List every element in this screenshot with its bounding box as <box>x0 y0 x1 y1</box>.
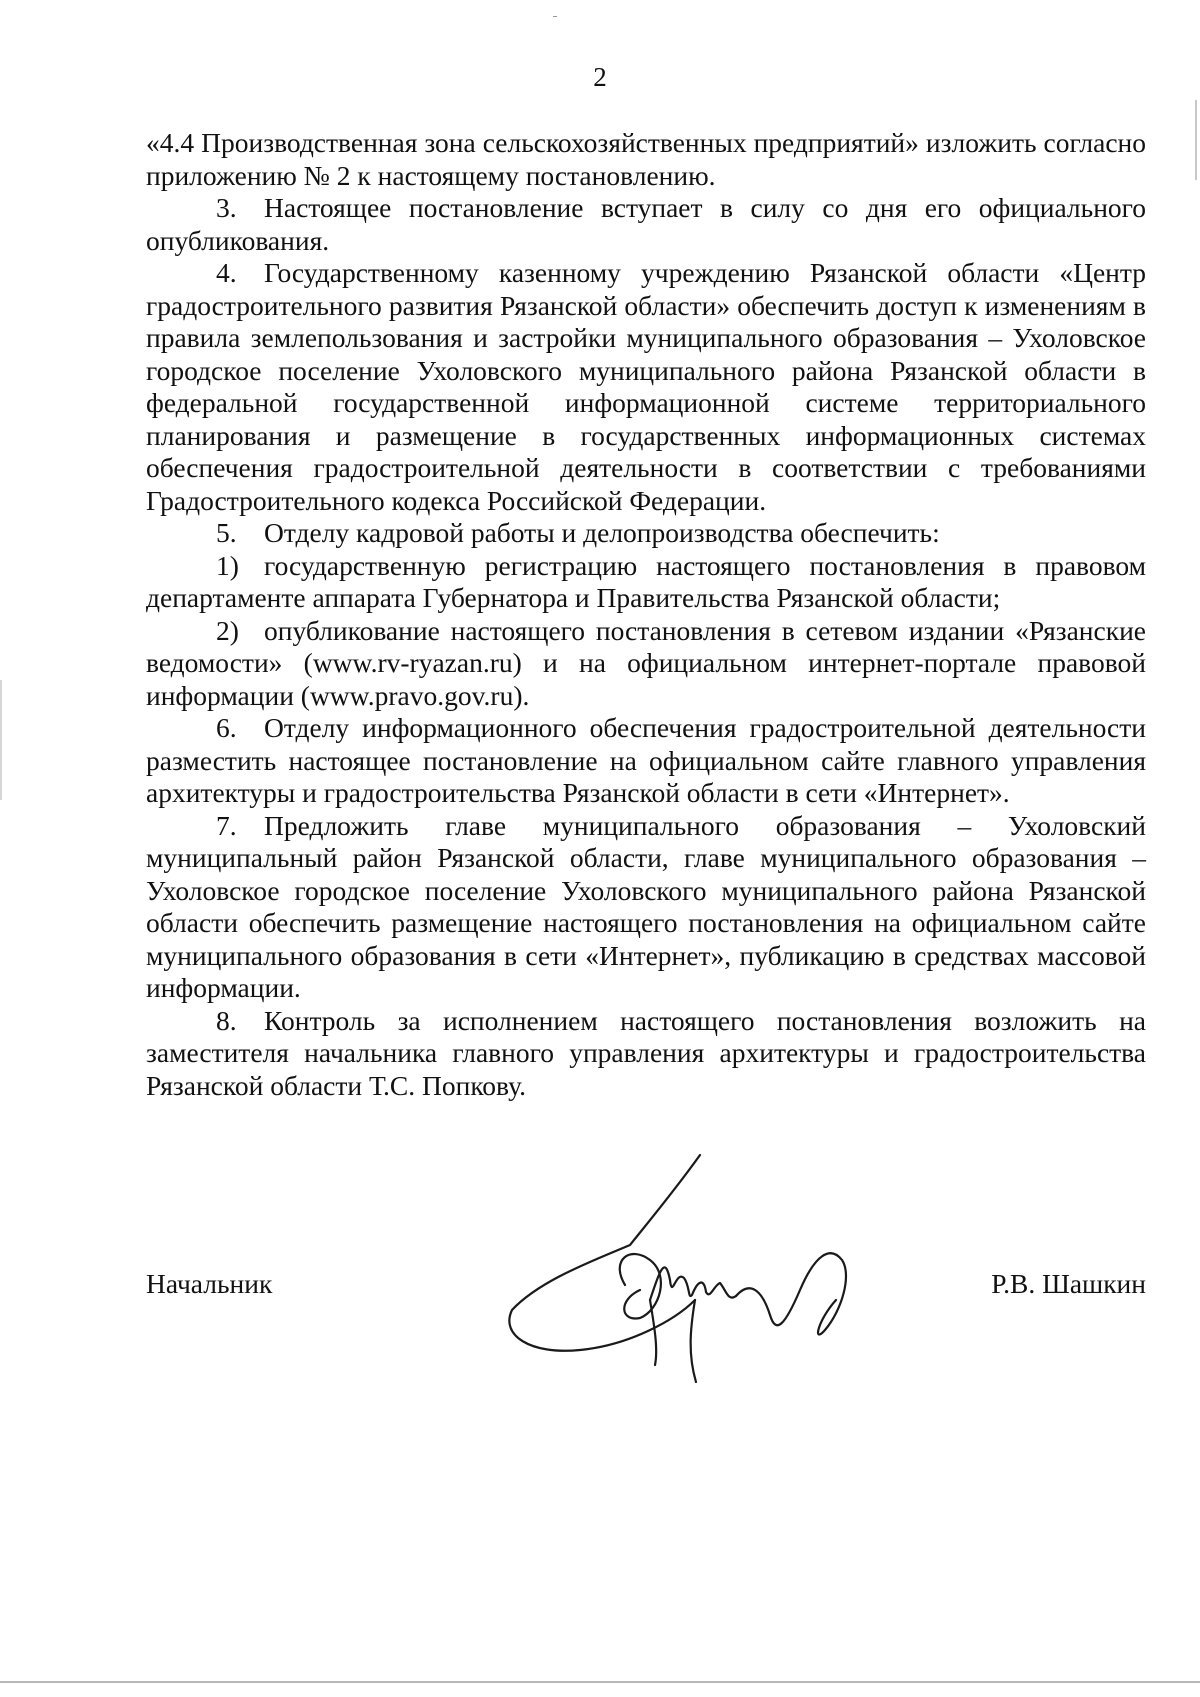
scan-edge-bottom <box>0 1681 1200 1683</box>
scan-edge-right <box>1195 100 1197 180</box>
paragraph-6 <box>146 712 1146 810</box>
subparagraph-1 <box>146 550 1146 615</box>
paragraph-5 <box>146 517 1146 550</box>
paragraph-text: Отделу информационного обеспечения градостроительной деятельности разместить настоящее постановление на официальном сайте главного управления архитектуры и градостроительства Рязанской области в сети «Интернет». <box>146 712 1146 808</box>
paragraph-3 <box>146 192 1146 257</box>
paragraph-number: 8. <box>216 1004 237 1036</box>
paragraph-text: Отделу кадровой работы и делопроизводства обеспечить: <box>264 517 940 548</box>
paragraph-number: 3. <box>216 192 237 223</box>
paragraph-text: Государственному казенному учреждению Рязанской области «Центр градостроительного развития Рязанской области» обеспечить доступ к изменениям в правила землепользования и застройки муниципального образования – Ухоловское городское поселение Ухоловского муниципального района Рязанской области в федеральной государственной информационной системе территориального планирования и размещение в государственных информационных системах обеспечения градостроительной деятельности в соответствии с требованиями Градостроительного кодекса Российской Федерации. <box>146 257 1146 516</box>
signatory-position: Начальник <box>146 1268 273 1299</box>
paragraph-text: Настоящее постановление вступает в силу со дня его официального опубликования. <box>146 192 1146 256</box>
subparagraph-2 <box>146 615 1146 713</box>
paragraph-text: Предложить главе муниципального образования – Ухоловский муниципальный район Рязанской области, главе муниципального образования – Ухоловское городское поселение Ухоловского муниципального района Рязанской области обеспечить размещение настоящего постановления на официальном сайте муниципального образования в сети «Интернет», публикацию в средствах массовой информации. <box>146 809 1146 1003</box>
paragraph-number: 2) <box>216 614 239 646</box>
paragraph-continuation <box>146 127 1146 192</box>
paragraph-8 <box>146 1005 1146 1103</box>
paragraph-number: 6. <box>216 712 237 743</box>
paragraph-text: Контроль за исполнением настоящего постановления возложить на заместителя начальника главного управления архитектуры и градостроительства Рязанской области Т.С. Попкову. <box>146 1004 1146 1101</box>
handwritten-signature <box>500 1150 880 1400</box>
paragraph-number: 4. <box>216 257 237 288</box>
paragraph-7 <box>146 810 1146 1005</box>
scan-edge-left <box>0 680 2 800</box>
signatory-name: Р.В. Шашкин <box>991 1268 1146 1299</box>
page-number: 2 <box>593 62 607 92</box>
paragraph-number: 5. <box>216 517 237 548</box>
paragraph-4 <box>146 257 1146 517</box>
paragraph-number: 7. <box>216 809 237 841</box>
paragraph-number: 1) <box>216 549 239 581</box>
paragraph-text: опубликование настоящего постановления в сетевом издании «Рязанские ведомости» (www.rv-ryazan.ru) и на официальном интернет-портале правовой информации (www.pravo.gov.ru). <box>146 614 1146 711</box>
document-body <box>146 127 1146 1102</box>
paragraph-text: «4.4 Производственная зона сельскохозяйственных предприятий» изложить согласно приложению № 2 к настоящему постановлению. <box>146 127 1146 191</box>
scan-artifact-top <box>553 16 557 17</box>
paragraph-text: государственную регистрацию настоящего постановления в правовом департаменте аппарата Губернатора и Правительства Рязанской области; <box>146 549 1146 613</box>
